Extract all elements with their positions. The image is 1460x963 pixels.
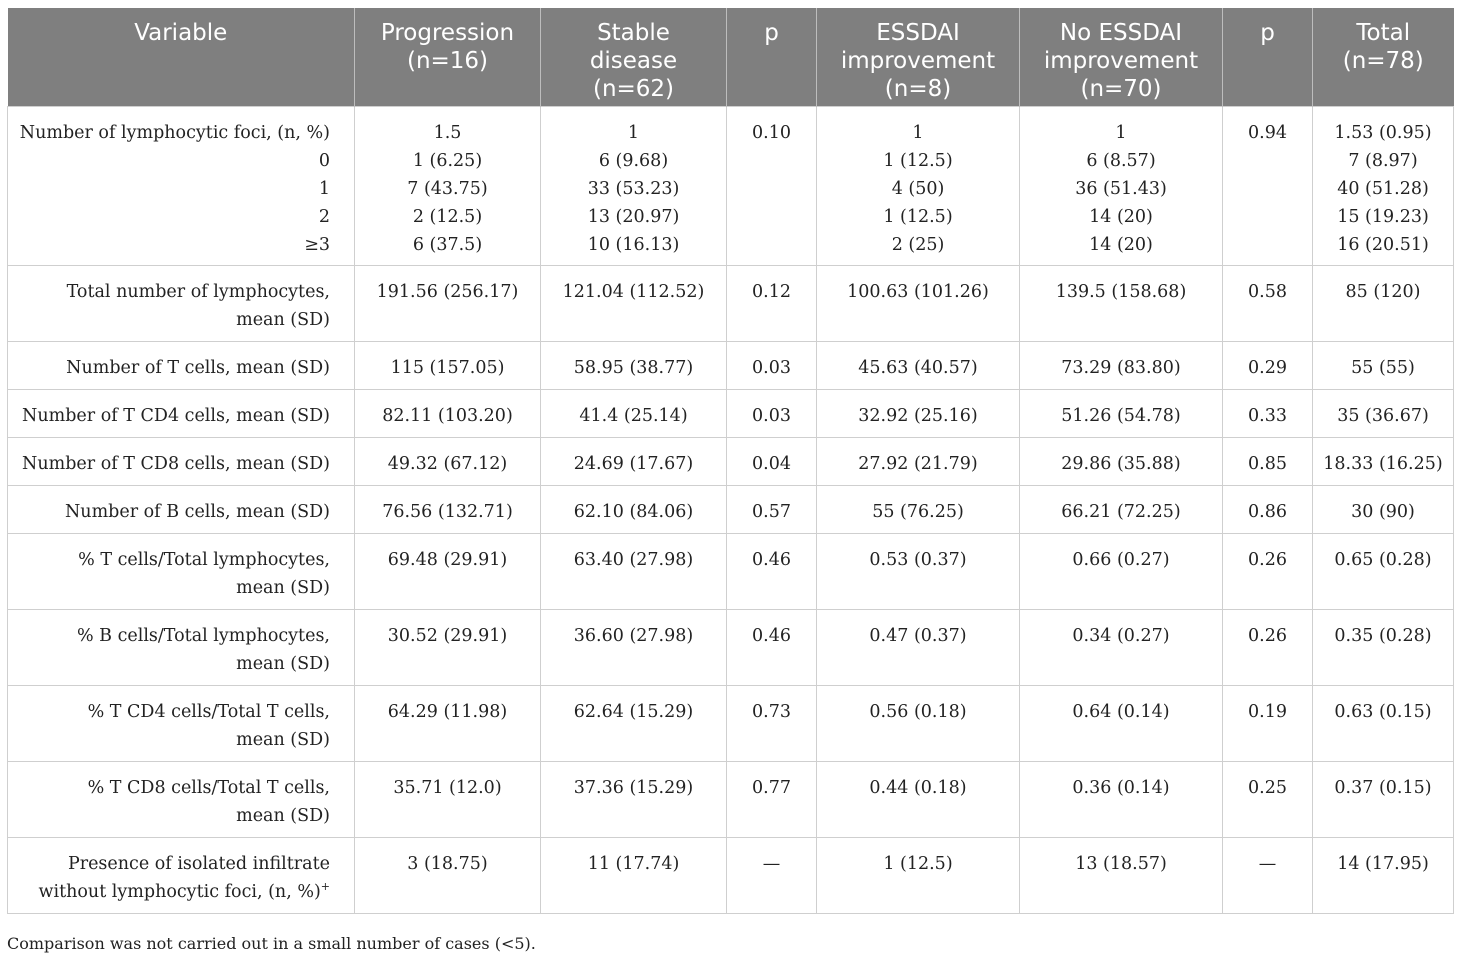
cell-total: 0.35 (0.28): [1313, 609, 1454, 685]
cell-p1: 0.46: [727, 533, 817, 609]
cell-no-essdai: 51.26 (54.78): [1020, 389, 1223, 437]
cell-variable: % T cells/Total lymphocytes, mean (SD): [8, 533, 355, 609]
table-row: [8, 437, 1454, 485]
cell-stable: 1 6 (9.68) 33 (53.23) 13 (20.97) 10 (16.13): [541, 106, 727, 265]
cell-total: 1.53 (0.95) 7 (8.97) 40 (51.28) 15 (19.23) 16 (20.51): [1313, 106, 1454, 265]
cell-p2: 0.33: [1223, 389, 1313, 437]
header-progression: Progression (n=16): [355, 8, 541, 106]
cell-total: 0.65 (0.28): [1313, 533, 1454, 609]
cell-progression: 115 (157.05): [355, 341, 541, 389]
cell-stable: 11 (17.74): [541, 837, 727, 913]
cell-p2: 0.25: [1223, 761, 1313, 837]
table-row: [8, 389, 1454, 437]
table-row: [8, 106, 1454, 265]
results-table: [7, 8, 1454, 914]
cell-no-essdai: 13 (18.57): [1020, 837, 1223, 913]
cell-no-essdai: 0.64 (0.14): [1020, 685, 1223, 761]
cell-progression: 69.48 (29.91): [355, 533, 541, 609]
cell-essdai: 1 (12.5): [817, 837, 1020, 913]
header-essdai-improvement: ESSDAI improvement (n=8): [817, 8, 1020, 106]
cell-p1: 0.03: [727, 389, 817, 437]
cell-no-essdai: 1 6 (8.57) 36 (51.43) 14 (20) 14 (20): [1020, 106, 1223, 265]
cell-p2: 0.29: [1223, 341, 1313, 389]
cell-essdai: 27.92 (21.79): [817, 437, 1020, 485]
cell-stable: 58.95 (38.77): [541, 341, 727, 389]
table-row: [8, 533, 1454, 609]
cell-no-essdai: 0.34 (0.27): [1020, 609, 1223, 685]
cell-variable: Total number of lymphocytes, mean (SD): [8, 265, 355, 341]
cell-p2: 0.86: [1223, 485, 1313, 533]
cell-stable: 37.36 (15.29): [541, 761, 727, 837]
table-footnote: Comparison was not carried out in a small number of cases (<5).: [7, 934, 536, 953]
cell-stable: 41.4 (25.14): [541, 389, 727, 437]
cell-p1: 0.77: [727, 761, 817, 837]
header-p-value-1: p: [727, 8, 817, 106]
cell-p1: 0.57: [727, 485, 817, 533]
cell-p1: 0.46: [727, 609, 817, 685]
cell-progression: 35.71 (12.0): [355, 761, 541, 837]
cell-p1: 0.10: [727, 106, 817, 265]
cell-progression: 30.52 (29.91): [355, 609, 541, 685]
cell-essdai: 1 1 (12.5) 4 (50) 1 (12.5) 2 (25): [817, 106, 1020, 265]
cell-p1: —: [727, 837, 817, 913]
cell-p2: 0.19: [1223, 685, 1313, 761]
cell-p2: —: [1223, 837, 1313, 913]
cell-p2: 0.26: [1223, 609, 1313, 685]
cell-total: 14 (17.95): [1313, 837, 1454, 913]
cell-p1: 0.04: [727, 437, 817, 485]
cell-p2: 0.94: [1223, 106, 1313, 265]
cell-variable: % B cells/Total lymphocytes, mean (SD): [8, 609, 355, 685]
cell-essdai: 55 (76.25): [817, 485, 1020, 533]
cell-no-essdai: 139.5 (158.68): [1020, 265, 1223, 341]
table-row: [8, 685, 1454, 761]
cell-stable: 62.64 (15.29): [541, 685, 727, 761]
cell-progression: 49.32 (67.12): [355, 437, 541, 485]
cell-total: 30 (90): [1313, 485, 1454, 533]
cell-stable: 63.40 (27.98): [541, 533, 727, 609]
header-variable: Variable: [8, 8, 355, 106]
cell-no-essdai: 0.66 (0.27): [1020, 533, 1223, 609]
table-row: [8, 265, 1454, 341]
header-row: [8, 8, 1454, 106]
cell-p1: 0.03: [727, 341, 817, 389]
cell-essdai: 100.63 (101.26): [817, 265, 1020, 341]
cell-stable: 121.04 (112.52): [541, 265, 727, 341]
cell-stable: 62.10 (84.06): [541, 485, 727, 533]
cell-total: 18.33 (16.25): [1313, 437, 1454, 485]
cell-variable: % T CD8 cells/Total T cells, mean (SD): [8, 761, 355, 837]
results-table-container: [7, 8, 1453, 914]
cell-variable: Number of T CD8 cells, mean (SD): [8, 437, 355, 485]
cell-variable-text: Presence of isolated infiltrate without lymphocytic foci, (n, %): [38, 853, 330, 902]
cell-progression: 3 (18.75): [355, 837, 541, 913]
cell-no-essdai: 29.86 (35.88): [1020, 437, 1223, 485]
cell-total: 0.63 (0.15): [1313, 685, 1454, 761]
header-no-essdai-improvement: No ESSDAI improvement (n=70): [1020, 8, 1223, 106]
cell-p1: 0.12: [727, 265, 817, 341]
table-row: [8, 761, 1454, 837]
cell-essdai: 0.47 (0.37): [817, 609, 1020, 685]
superscript-marker: +: [320, 879, 330, 893]
table-row: [8, 341, 1454, 389]
cell-p2: 0.85: [1223, 437, 1313, 485]
table-row: [8, 609, 1454, 685]
cell-progression: 82.11 (103.20): [355, 389, 541, 437]
table-row: [8, 837, 1454, 913]
cell-total: 35 (36.67): [1313, 389, 1454, 437]
cell-no-essdai: 0.36 (0.14): [1020, 761, 1223, 837]
cell-variable: Number of B cells, mean (SD): [8, 485, 355, 533]
cell-progression: 191.56 (256.17): [355, 265, 541, 341]
cell-progression: 76.56 (132.71): [355, 485, 541, 533]
header-total: Total (n=78): [1313, 8, 1454, 106]
cell-essdai: 0.53 (0.37): [817, 533, 1020, 609]
cell-total: 55 (55): [1313, 341, 1454, 389]
cell-no-essdai: 73.29 (83.80): [1020, 341, 1223, 389]
cell-p2: 0.26: [1223, 533, 1313, 609]
cell-essdai: 0.56 (0.18): [817, 685, 1020, 761]
cell-variable: [8, 837, 355, 913]
cell-progression: 1.5 1 (6.25) 7 (43.75) 2 (12.5) 6 (37.5): [355, 106, 541, 265]
cell-essdai: 45.63 (40.57): [817, 341, 1020, 389]
cell-p2: 0.58: [1223, 265, 1313, 341]
header-stable-disease: Stable disease (n=62): [541, 8, 727, 106]
cell-stable: 24.69 (17.67): [541, 437, 727, 485]
cell-p1: 0.73: [727, 685, 817, 761]
cell-stable: 36.60 (27.98): [541, 609, 727, 685]
cell-essdai: 0.44 (0.18): [817, 761, 1020, 837]
cell-total: 85 (120): [1313, 265, 1454, 341]
cell-total: 0.37 (0.15): [1313, 761, 1454, 837]
cell-variable: Number of T CD4 cells, mean (SD): [8, 389, 355, 437]
cell-variable: Number of lymphocytic foci, (n, %) 0 1 2 ≥3: [8, 106, 355, 265]
cell-variable: Number of T cells, mean (SD): [8, 341, 355, 389]
cell-progression: 64.29 (11.98): [355, 685, 541, 761]
cell-no-essdai: 66.21 (72.25): [1020, 485, 1223, 533]
header-p-value-2: p: [1223, 8, 1313, 106]
cell-variable: % T CD4 cells/Total T cells, mean (SD): [8, 685, 355, 761]
table-row: [8, 485, 1454, 533]
cell-essdai: 32.92 (25.16): [817, 389, 1020, 437]
